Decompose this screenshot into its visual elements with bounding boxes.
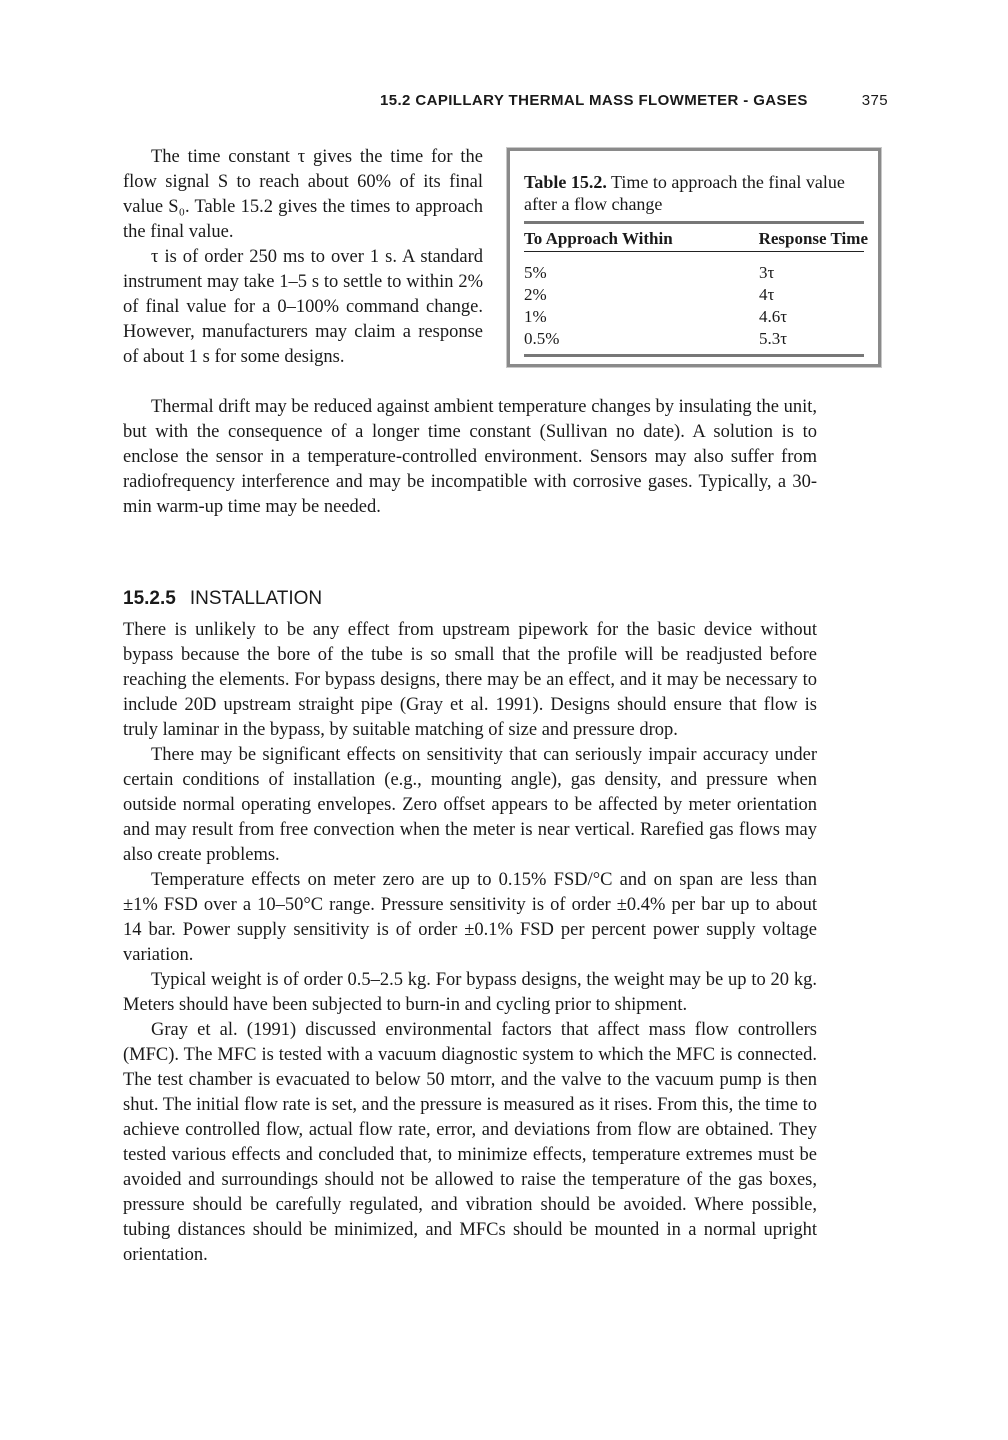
- page-number: 375: [861, 92, 888, 109]
- intro-column: [123, 145, 483, 370]
- section-title: INSTALLATION: [189, 588, 323, 609]
- table-cell-approach: 0.5%: [524, 329, 560, 348]
- table-top-rule: [524, 221, 864, 224]
- intro-paragraph-1: The time constant τ gives the time for the flow signal S to reach about 60% of its final value S₀. Table 15.2 gives the times to approach the final value.: [123, 147, 483, 242]
- section-number: 15.2.5: [123, 588, 176, 609]
- installation-paragraph-5: Gray et al. (1991) discussed environmental factors that affect mass flow controllers (MFC). The MFC is tested with a vacuum diagnostic system to which the MFC is connected. The test chamber is evacuated to below 50 mtorr, and the valve to the vacuum pump is then shut. The initial flow rate is set, and the pressure is measured as it rises. From this, the time to achieve controlled flow, actual flow rate, error, and deviations from flow are obtained. They tested various effects and concluded that, to minimize effects, temperature extremes must be avoided and surroundings should not be allowed to raise the temperature of the gas boxes, pressure should be carefully regulated, and vibration should be avoided. Where possible, tubing distances should be minimized, and MFCs should be mounted in a normal upright orientation.: [123, 1020, 817, 1265]
- table-bottom-rule: [524, 354, 864, 357]
- table-header-approach: To Approach Within: [524, 229, 673, 248]
- response-time-table: [507, 148, 881, 367]
- installation-body: [123, 618, 817, 1268]
- intro-paragraph-2: τ is of order 250 ms to over 1 s. A standard instrument may take 1–5 s to settle to within 2% of final value for a 0–100% command change. However, manufacturers may claim a response of about 1 s for some designs.: [123, 247, 483, 367]
- installation-paragraph-1: There is unlikely to be any effect from upstream pipework for the basic device without bypass because the bore of the tube is so small that the profile will be readjusted before reaching the elements. For bypass designs, there may be an effect, and it may be necessary to include 20D upstream straight pipe (Gray et al. 1991). Designs should ensure that flow is truly laminar in the bypass, by suitable matching of size and pressure drop.: [123, 620, 817, 740]
- table-cell-response: 4τ: [759, 285, 775, 304]
- table-row: [524, 329, 864, 351]
- table-cell-response: 3τ: [759, 263, 775, 282]
- drift-paragraph: Thermal drift may be reduced against ambient temperature changes by insulating the unit, but with the consequence of a longer time constant (Sullivan no date). A solution is to enclose the sensor in a temperature-controlled environment. Sensors may also suffer from radiofrequency interference and may be incompatible with corrosive gases. Typically, a 30-min warm-up time may be needed.: [123, 397, 817, 517]
- table-cell-approach: 1%: [524, 307, 547, 326]
- installation-paragraph-3: Temperature effects on meter zero are up to 0.15% FSD/°C and on span are less than ±1% FSD over a 10–50°C range. Pressure sensitivity is of order ±0.4% per bar up to about 14 bar. Power supply sensitivity is of order ±0.1% FSD per percent power supply voltage variation.: [123, 870, 817, 965]
- table-cell-response: 5.3τ: [759, 329, 788, 348]
- table-cell-response: 4.6τ: [759, 307, 788, 326]
- section-heading: [123, 588, 322, 610]
- drift-block: [123, 395, 817, 520]
- table-row: [524, 285, 864, 307]
- table-header-rule: [524, 251, 864, 252]
- table-cell-approach: 2%: [524, 285, 547, 304]
- table-cell-approach: 5%: [524, 263, 547, 282]
- table-caption-label: Table 15.2.: [524, 172, 607, 192]
- table-caption: [524, 171, 864, 215]
- table-row: [524, 307, 864, 329]
- table-caption-text: Time to approach the final value after a flow change: [524, 172, 845, 214]
- installation-paragraph-2: There may be significant effects on sensitivity that can seriously impair accuracy under certain conditions of installation (e.g., mounting angle), gas density, and pressure when outside normal operating envelopes. Zero offset appears to be affected by meter orientation and may result from free convection when the meter is near vertical. Rarefied gas flows may also create problems.: [123, 745, 817, 865]
- running-head-title: 15.2 CAPILLARY THERMAL MASS FLOWMETER - GASES: [380, 92, 808, 109]
- table-row: [524, 263, 864, 285]
- installation-paragraph-4: Typical weight is of order 0.5–2.5 kg. For bypass designs, the weight may be up to 20 kg. Meters should have been subjected to burn-in and cycling prior to shipment.: [123, 970, 817, 1015]
- table-header-response: Response Time: [758, 229, 868, 248]
